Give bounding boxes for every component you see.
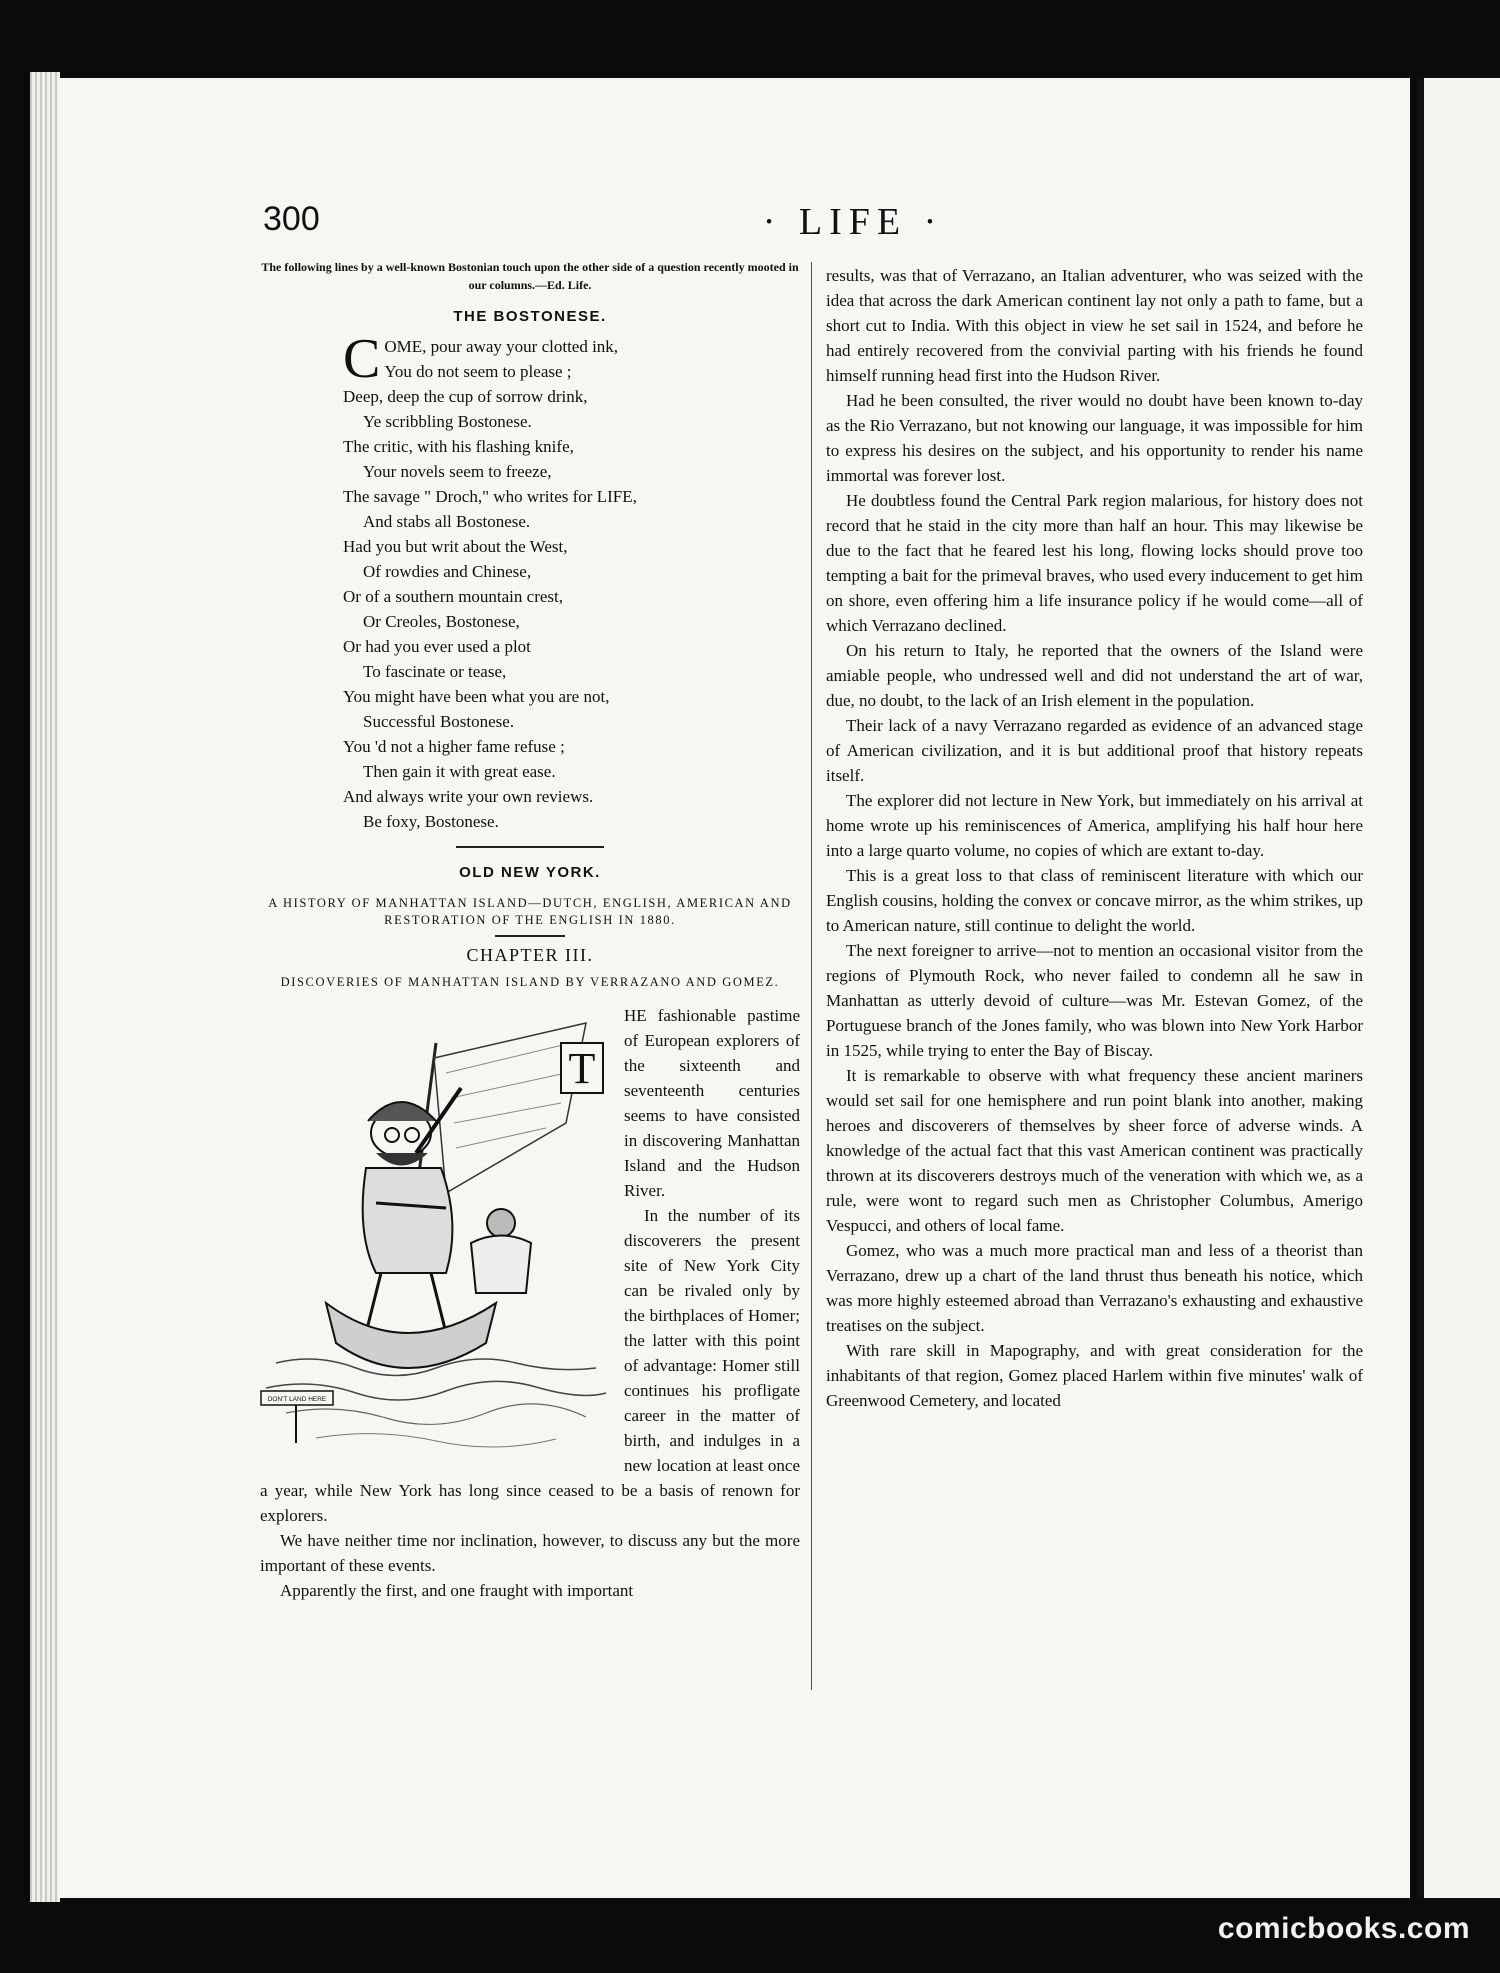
- poem-line: You 'd not a higher fame refuse ;: [343, 737, 565, 756]
- poem-line: You might have been what you are not,: [343, 687, 610, 706]
- sign-text: DON'T LAND HERE: [267, 1396, 327, 1403]
- poem-line: The critic, with his flashing knife,: [343, 437, 574, 456]
- poem-line: Deep, deep the cup of sorrow drink,: [343, 387, 588, 406]
- poem-line: Had you but writ about the West,: [343, 537, 568, 556]
- poem-line: Or of a southern mountain crest,: [343, 587, 563, 606]
- article-paragraph: results, was that of Verrazano, an Italian adventurer, who was seized with the idea that across the dark American continent lay not only a path to fame, but a short cut to India. With this object in view he set sail in 1524, and before he had entirely recovered from the convivial parting with his friends he found himself running head first into the Hudson River.: [826, 266, 1363, 385]
- poem-line: Or Creoles, Bostonese,: [363, 612, 520, 631]
- article-paragraph: He doubtless found the Central Park region malarious, for history does not record that he staid in the city more than half an hour. This may likewise be due to the fact that he feared lest his long, flowing locks should prove too tempting a bait for the primeval braves, who used every inducement to get him on shore, even offering him a life insurance policy if he would come—all of which Verrazano declined.: [826, 491, 1363, 635]
- article-subtitle: A HISTORY OF MANHATTAN ISLAND—DUTCH, ENGLISH, AMERICAN AND RESTORATION OF THE ENGLISH IN 1880.: [268, 896, 792, 927]
- poem-line: The savage " Droch," who writes for LIFE,: [343, 487, 637, 506]
- page-stack-edge: [30, 72, 60, 1902]
- illustration-dropcap: T: [568, 1044, 596, 1093]
- article-paragraph: Had he been consulted, the river would no doubt have been known to-day as the Rio Verrazano, but not knowing our language, it was impossible for him to express his desires on the subject, and his opportunity to render his name immortal was forever lost.: [826, 391, 1363, 485]
- article-paragraph: Gomez, who was a much more practical man and less of a theorist than Verrazano, drew up a chart of the land thrust thus beneath his notice, which was more highly esteemed abroad than Verrazano's exhausting and exhaustive treatises on the subject.: [826, 1241, 1363, 1335]
- poem-line: Your novels seem to freeze,: [363, 462, 552, 481]
- page-header: [263, 200, 1363, 250]
- site-watermark: comicbooks.com: [1217, 1912, 1470, 1945]
- chapter-subtitle: DISCOVERIES OF MANHATTAN ISLAND BY VERRAZANO AND GOMEZ.: [280, 975, 780, 989]
- article-paragraph: With rare skill in Mapography, and with great consideration for the inhabitants of that region, Gomez placed Harlem within five minutes' walk of Greenwood Cemetery, and located: [826, 1341, 1363, 1410]
- explorer-illustration: [256, 1003, 616, 1468]
- article-paragraph: The next foreigner to arrive—not to mention an occasional visitor from the regions of Plymouth Rock, who never failed to condemn all he saw in Manhattan as utterly devoid of culture—was Mr. Estevan Gomez, of the Portuguese branch of the Jones family, who was blown into New York Harbor in 1525, while trying to enter the Bay of Biscay.: [826, 941, 1363, 1060]
- poem-line: Or had you ever used a plot: [343, 637, 531, 656]
- article-paragraph: We have neither time nor inclination, however, to discuss any but the more important of these events.: [260, 1531, 800, 1575]
- section-divider: [456, 846, 604, 848]
- column-divider: [811, 262, 812, 1690]
- article-paragraph: Apparently the first, and one fraught with important: [280, 1581, 634, 1600]
- poem: [343, 328, 743, 834]
- left-column: [260, 258, 800, 1603]
- article-paragraph: The explorer did not lecture in New York, but immediately on his arrival at home wrote up his reminiscences of America, amplifying his half hour here into a large quarto volume, no copies of which are extant to-day.: [826, 791, 1363, 860]
- chapter-divider: [495, 935, 565, 937]
- article-paragraph: Their lack of a navy Verrazano regarded as evidence of an advanced stage of American civilization, and it is but additional proof that history repeats itself.: [826, 716, 1363, 785]
- article-title: OLD NEW YORK.: [459, 864, 601, 881]
- poem-dropcap: C: [343, 328, 381, 390]
- magazine-title: · LIFE ·: [762, 201, 944, 243]
- article-paragraph: It is remarkable to observe with what frequency these ancient mariners would set sail for one hemisphere and run point blank into another, making heroes and discoverers of themselves by sheer force of adverse winds. A knowledge of the actual fact that this vast American continent was practically thrown at its discoverers destroys much of the veneration with which we, as a rule, were wont to regard such men as Christopher Columbus, Amerigo Vespucci, and others of local fame.: [826, 1066, 1363, 1235]
- article-paragraph: HE fashionable pastime of European explorers of the sixteenth and seventeenth centuries seems to have consisted in discovering Manhattan Island and the Hudson River.: [624, 1006, 800, 1200]
- explorer-drawing: [256, 1003, 616, 1468]
- poem-line: Of rowdies and Chinese,: [363, 562, 532, 581]
- facing-page-edge: [1418, 78, 1500, 1898]
- poem-line: And stabs all Bostonese.: [363, 512, 531, 531]
- editor-note: The following lines by a well-known Bostonian touch upon the other side of a question recently mooted in our columns.—Ed. Life.: [261, 260, 799, 292]
- poem-line: Then gain it with great ease.: [363, 762, 556, 781]
- chapter-heading: CHAPTER III.: [466, 945, 594, 965]
- page-number: 300: [263, 200, 320, 238]
- article-paragraph: On his return to Italy, he reported that the owners of the Island were amiable people, who undressed well and did not understand the art of war, due, no doubt, to the lack of an Irish element in the population.: [826, 641, 1363, 710]
- poem-line: You do not seem to please ;: [384, 362, 572, 381]
- article-paragraph: In the number of its discoverers the present site of New York City can be rivaled only by the birthplaces of Homer; the latter with this point of advantage: Homer still continues his profligate career in the matter of birth, and indulges in a new location at least once a year, while New York has long since ceased to be a basis of renown for explorers.: [260, 1206, 800, 1525]
- poem-line: Successful Bostonese.: [363, 712, 515, 731]
- poem-title: THE BOSTONESE.: [453, 308, 607, 325]
- poem-line: COME, pour away your clotted ink,: [343, 328, 619, 390]
- article-paragraph: This is a great loss to that class of reminiscent literature with which our English cousins, holding the convex or concave mirror, as the whim strikes, up to American nature, still continue to delight the world.: [826, 866, 1363, 935]
- poem-line: To fascinate or tease,: [363, 662, 507, 681]
- poem-line: Ye scribbling Bostonese.: [363, 412, 532, 431]
- gutter-fold: [1418, 78, 1424, 1898]
- poem-line: And always write your own reviews.: [343, 787, 594, 806]
- right-column: [826, 263, 1363, 1413]
- poem-line: Be foxy, Bostonese.: [363, 812, 499, 831]
